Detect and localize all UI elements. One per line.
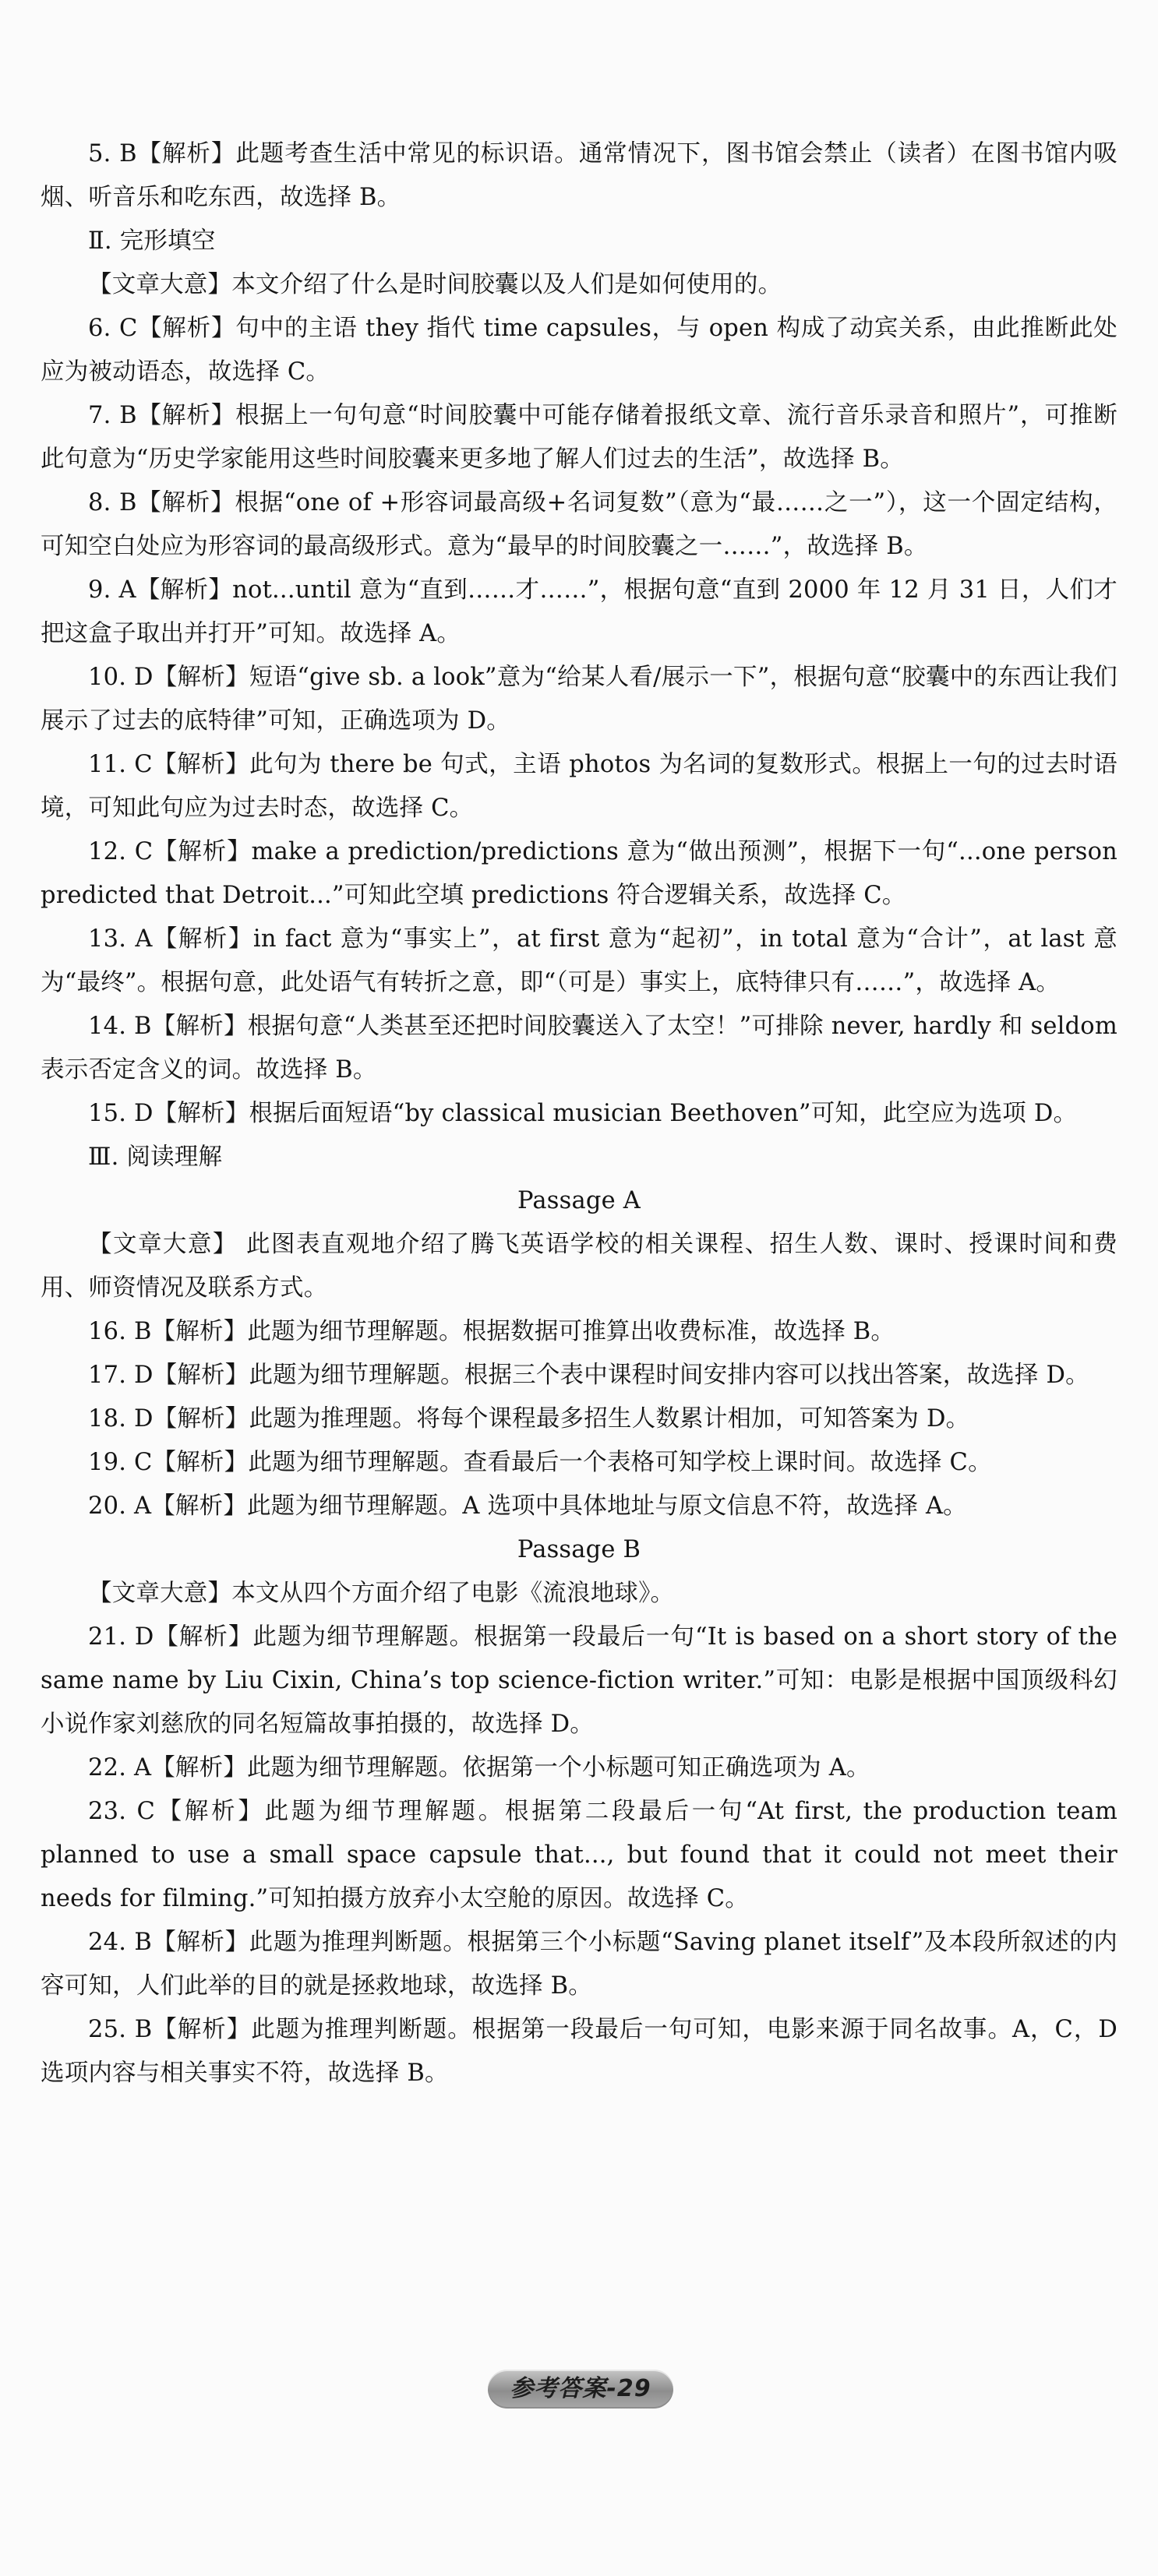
answer-5: 5. B【解析】此题考查生活中常见的标识语。通常情况下，图书馆会禁止（读者）在图书馆内吸烟、听音乐和吃东西，故选择 B。 (41, 140, 1117, 211)
answer-23: 23. C【解析】此题为细节理解题。根据第二段最后一句“At first, the production team planned to use a small space capsule that..., but found that it could not meet their needs for filming.”可知拍摄方放弃小太空舱的原因。故选择 C。 (41, 1798, 1117, 1912)
section-reading-heading: Ⅲ. 阅读理解 (88, 1144, 223, 1171)
passage-b-title: Passage B (517, 1536, 641, 1563)
answer-20: 20. A【解析】此题为细节理解题。A 选项中具体地址与原文信息不符，故选择 A。 (88, 1492, 967, 1520)
answer-7: 7. B【解析】根据上一句句意“时间胶囊中可能存储着报纸文章、流行音乐录音和照片”，可推断此句意为“历史学家能用这些时间胶囊来更多地了解人们过去的生活”，故选择 B。 (41, 402, 1117, 473)
answer-21: 21. D【解析】此题为细节理解题。根据第一段最后一句“It is based on a short story of the same name by Liu Cixin, China’s top science-fiction writer.”可知：电影是根据中国顶级科幻小说作家刘慈欣的同名短篇故事拍摄的，故选择 D。 (41, 1623, 1117, 1738)
page-number-badge (488, 2370, 673, 2409)
answer-19: 19. C【解析】此题为细节理解题。查看最后一个表格可知学校上课时间。故选择 C。 (88, 1449, 992, 1476)
answer-25: 25. B【解析】此题为推理判断题。根据第一段最后一句可知，电影来源于同名故事。A，C，D 选项内容与相关事实不符，故选择 B。 (41, 2016, 1117, 2087)
page-number-label: 参考答案-29 (510, 2375, 651, 2402)
section-cloze-heading: Ⅱ. 完形填空 (88, 227, 216, 255)
answer-8: 8. B【解析】根据“one of +形容词最高级+名词复数”（意为“最……之一”），这一个固定结构，可知空白处应为形容词的最高级形式。意为“最早的时间胶囊之一……”，故选择 B。 (41, 489, 1117, 560)
answer-16: 16. B【解析】此题为细节理解题。根据数据可推算出收费标准，故选择 B。 (88, 1318, 895, 1345)
answer-6: 6. C【解析】句中的主语 they 指代 time capsules，与 open 构成了动宾关系，由此推断此处应为被动语态，故选择 C。 (41, 315, 1117, 386)
answer-12: 12. C【解析】make a prediction/predictions 意为“做出预测”，根据下一句“...one person predicted that Detroit...”可知此空填 predictions 符合逻辑关系，故选择 C。 (41, 838, 1117, 909)
answer-24: 24. B【解析】此题为推理判断题。根据第三个小标题“Saving planet itself”及本段所叙述的内容可知，人们此举的目的就是拯救地球，故选择 B。 (41, 1929, 1117, 2000)
cloze-summary: 【文章大意】本文介绍了什么是时间胶囊以及人们是如何使用的。 (88, 271, 782, 298)
answer-15: 15. D【解析】根据后面短语“by classical musician Beethoven”可知，此空应为选项 D。 (88, 1100, 1078, 1127)
passage-b-summary: 【文章大意】本文从四个方面介绍了电影《流浪地球》。 (88, 1580, 675, 1607)
answer-key-content (41, 132, 1117, 2095)
answer-22: 22. A【解析】此题为细节理解题。依据第一个小标题可知正确选项为 A。 (88, 1754, 870, 1781)
passage-a-summary: 【文章大意】 此图表直观地介绍了腾飞英语学校的相关课程、招生人数、课时、授课时间和费用、师资情况及联系方式。 (41, 1231, 1117, 1302)
answer-18: 18. D【解析】此题为推理题。将每个课程最多招生人数累计相加，可知答案为 D。 (88, 1405, 970, 1432)
answer-11: 11. C【解析】此句为 there be 句式，主语 photos 为名词的复数形式。根据上一句的过去时语境，可知此句应为过去时态，故选择 C。 (41, 751, 1117, 822)
answer-10: 10. D【解析】短语“give sb. a look”意为“给某人看/展示一下”，根据句意“胶囊中的东西让我们展示了过去的底特律”可知，正确选项为 D。 (41, 664, 1117, 735)
answer-14: 14. B【解析】根据句意“人类甚至还把时间胶囊送入了太空！”可排除 never, hardly 和 seldom 表示否定含义的词。故选择 B。 (41, 1013, 1117, 1084)
passage-a-title: Passage A (517, 1187, 641, 1214)
answer-13: 13. A【解析】in fact 意为“事实上”，at first 意为“起初”，in total 意为“合计”，at last 意为“最终”。根据句意，此处语气有转折之意，即“（可是）事实上，底特律只有……”，故选择 A。 (41, 925, 1117, 996)
answer-9: 9. A【解析】not...until 意为“直到……才……”，根据句意“直到 2000 年 12 月 31 日，人们才把这盒子取出并打开”可知。故选择 A。 (41, 576, 1117, 647)
answer-17: 17. D【解析】此题为细节理解题。根据三个表中课程时间安排内容可以找出答案，故选择 D。 (88, 1362, 1089, 1389)
